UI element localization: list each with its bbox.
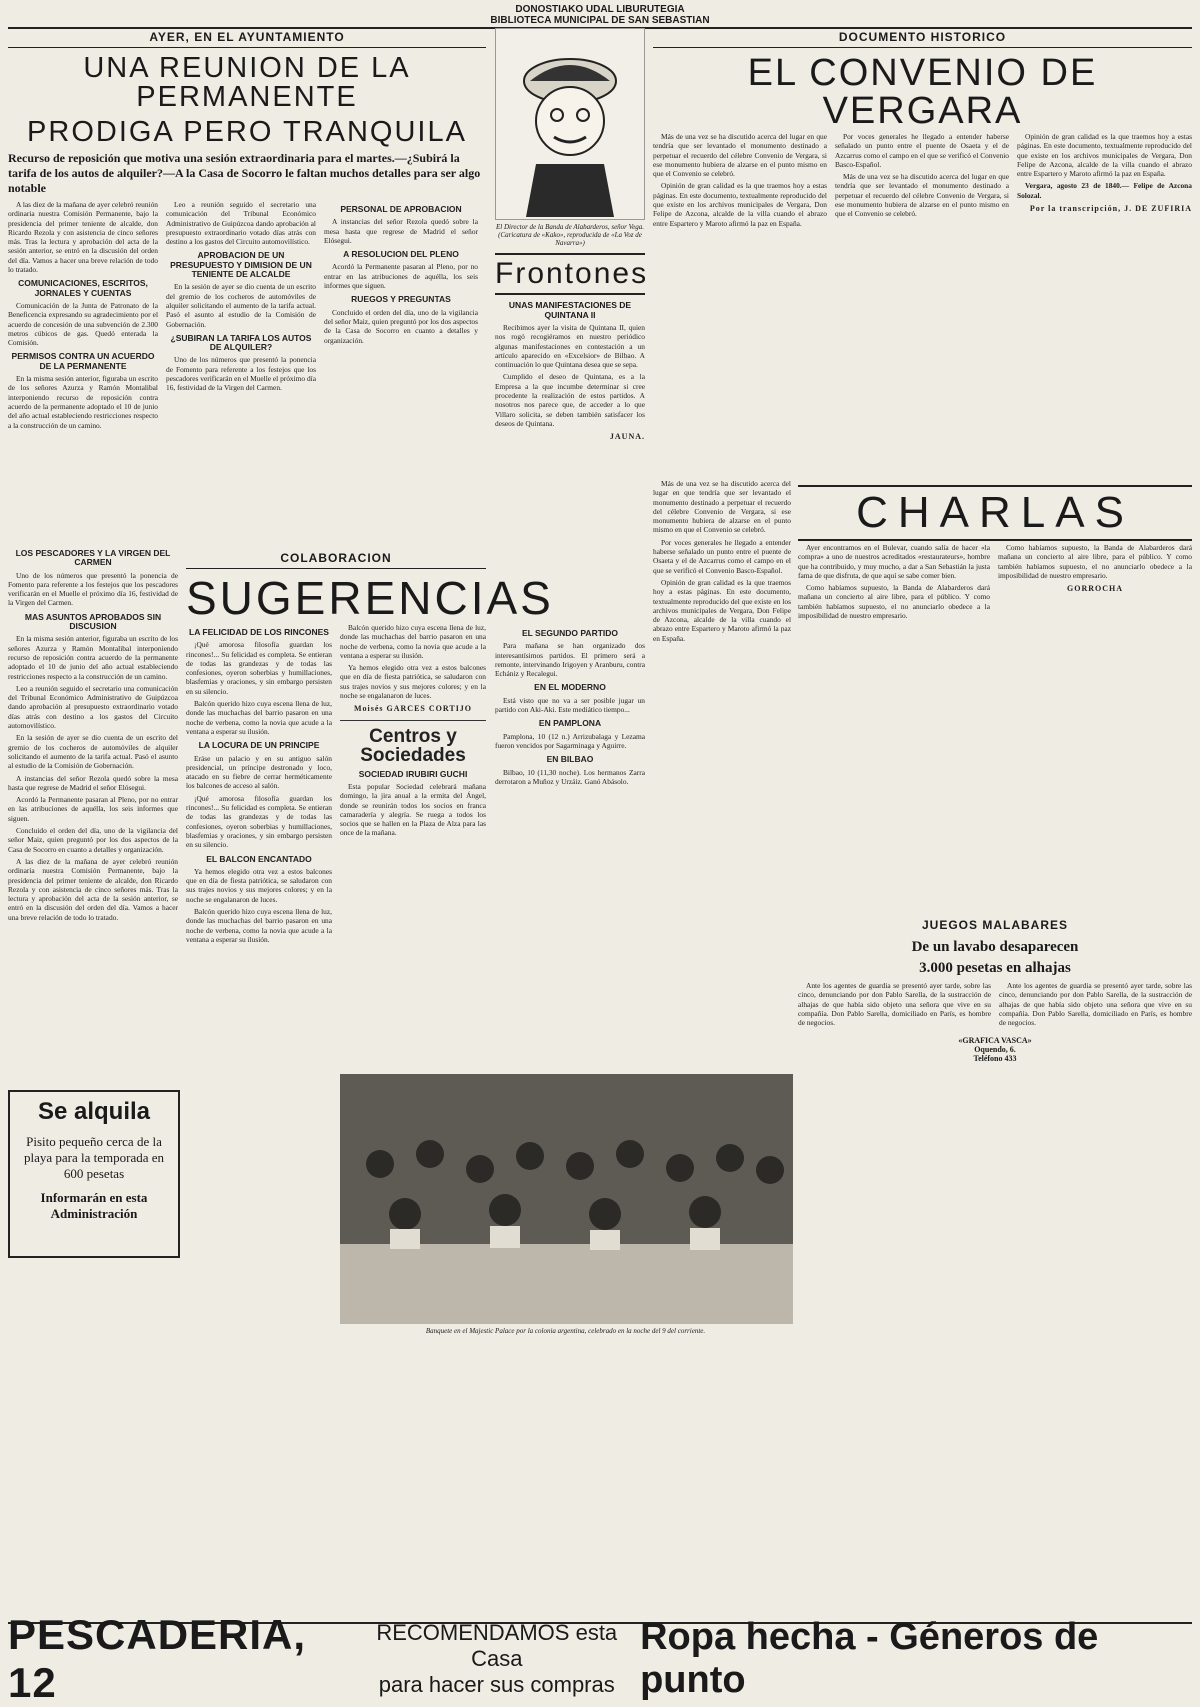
section-felicidad-rincones: LA FELICIDAD DE LOS RINCONES bbox=[189, 627, 329, 637]
society-headline: Centros y Sociedades bbox=[360, 725, 466, 766]
vergara-body-a-2: Más de una vez se ha discutido acerca del lugar en que tendría que ser levantado el monumento destinado a perpetuar el recuerdo del célebre Convenio de Vergara, si ese monumento hubiera de alzarse en el punto mismo en que el Convenio se celebró. bbox=[835, 172, 1009, 219]
ayuntamiento-body-f: Uno de los números que presentó la ponencia de Fomento para referente a los festejos que los pescadores verificarán en el Muelle el próximo día 16, festividad de la Virgen del Carmen. bbox=[166, 355, 317, 393]
sugerencias-body-d-2: Balcón querido hizo cuya escena llena de luz, donde las muchachas del barrio pasaron en una noche de verbena, como la novia que acude a la ventana a esperar su ilusión. bbox=[186, 907, 332, 944]
society-subhead: SOCIEDAD IRUBIRI GUCHI bbox=[358, 768, 468, 779]
vergara-body-b-2: Opinión de gran calidad es la que traemos hoy a estas páginas. En este documento, textualmente reproducido del que existe en los archivos municipales de Vergara, Don Felipe de Azcona, alcalde de la villa cuando el abrazo entre Espartero y Maroto afirmó la paz en España. bbox=[1017, 132, 1192, 179]
malabares-article bbox=[798, 916, 1192, 1276]
caricature-caption: El Director de la Banda de Alabarderos, señor Vega. (Caricatura de «Kako», reproducida de «La Voz de Navarra») bbox=[495, 223, 645, 247]
vergara-body-a: Más de una vez se ha discutido acerca del lugar en que tendría que ser levantado el monumento destinado a perpetuar el recuerdo del célebre Convenio de Vergara, si ese monumento hubiera de alzarse en el punto mismo en que el Convenio se celebró. bbox=[653, 132, 827, 179]
charlas-body-b: Como habíamos supuesto, la Banda de Alabarderos dará mañana un concierto al aire libre, para el público. Y como también habíamos supuesto, el no anunciarlo obedece a la imposibilidad de nuestro empresario. bbox=[998, 543, 1192, 580]
ayuntamiento-body-c: En la misma sesión anterior, figuraba un escrito de los señores Azurza y Ramón Montalibal interponiendo recurso de reposición contra acuerdo de la permanente adoptado el 10 de junio del año actual estableciendo restricciones respecto a la construcción de un camino. bbox=[8, 374, 158, 430]
section-comunicaciones: COMUNICACIONES, ESCRITOS, JORNALES Y CUENTAS bbox=[18, 278, 148, 298]
malabares-headline-2: 3.000 pesetas en alhajas bbox=[919, 960, 1071, 976]
frontones-headline: Frontones bbox=[495, 253, 645, 295]
section-segundo-partido: EL SEGUNDO PARTIDO bbox=[521, 628, 619, 638]
caricature-image bbox=[495, 28, 645, 220]
ayuntamiento-body-a: A las diez de la mañana de ayer celebró reunión ordinaria nuestra Comisión Permanente, bajo la presidencia del primer teniente de alcalde, don Ricardo Rezola y con asistencia de cinco señores más. Tras la lectura y aprobación del acta de la sesión anterior, se entró en la discusión del orden del día. Vamos a hacer una breve relación de todo lo tratado. bbox=[8, 200, 158, 275]
frontones-body-a: Recibimos ayer la visita de Quintana II, quien nos rogó recogiéramos en nuestro periódico algunas manifestaciones en contestación a un artículo aparecido en «Excelsior» de Bilbao. A continuación lo que Quintana desea que se sepa. bbox=[495, 323, 645, 370]
sugerencias-kicker: COLABORACION bbox=[186, 549, 486, 569]
bottom-ad-banner bbox=[8, 1611, 1192, 1706]
ayuntamiento-headline-1: UNA REUNION DE LA PERMANENTE bbox=[83, 52, 411, 113]
charlas-article bbox=[798, 479, 1192, 909]
banquet-caption: Banquete en el Majestic Palace por la colonia argentina, celebrado en la noche del 9 del corriente. bbox=[425, 1327, 706, 1335]
masthead bbox=[8, 4, 1192, 29]
sugerencias-byline: Moisés GARCES CORTIJO bbox=[353, 704, 473, 714]
continuation-body-g: A instancias del señor Rezola quedó sobre la mesa hasta que regrese de Madrid el señor Elósegui. bbox=[8, 773, 178, 792]
sugerencias-body-c-2: Ya hemos elegido otra vez a estos balcones que en día de fiesta patriótica, se saludaron con sus trajes novios y sus mejores colores; y en la noche se engalanaron de luces. bbox=[340, 663, 486, 701]
ad-ropa-hecha: Ropa hecha - Géneros de punto bbox=[640, 1616, 1099, 1701]
ayuntamiento-body-e: En la sesión de ayer se dio cuenta de un escrito del gremio de los cocheros de automóviles de alquiler solicitando el aumento de la tarifa actual. Pasó el asunto al estudio de la Comisión de Gobernación. bbox=[166, 282, 316, 329]
frontones-subhead: UNAS MANIFESTACIONES DE QUINTANA II bbox=[508, 300, 632, 320]
section-pamplona: EN PAMPLONA bbox=[538, 718, 602, 729]
charlas-headline: CHARLAS bbox=[798, 485, 1192, 541]
malabares-body: Ante los agentes de guardia se presentó ayer tarde, sobre las cinco, denunciando por don Pablo Sarella, de la sustracción de alhajas de que había sido objeto una señora que vive en su compañía. Don Pablo Sarella, domiciliado en París, es hombre de negocios. bbox=[798, 981, 991, 1028]
vergara-kicker: DOCUMENTO HISTORICO bbox=[653, 28, 1192, 48]
malabares-kicker: JUEGOS MALABARES bbox=[921, 918, 1068, 932]
section-pescadores: LOS PESCADORES Y LA VIRGEN DEL CARMEN bbox=[15, 548, 171, 568]
section-ruegos: RUEGOS Y PREGUNTAS bbox=[351, 294, 451, 305]
vergara-cont-body-c: Por voces generales he llegado a entender haberse señalado un punto entre el puente de Osaeta y el de Azcarrus como el campo en el que se verificó el Convenio Basco-Español. bbox=[653, 537, 791, 575]
banquet-photo bbox=[340, 1074, 793, 1324]
continuation-body-f: Uno de los números que presentó la ponencia de Fomento para referente a los festejos que los pescadores verificarán en el Muelle el próximo día 16, festividad de la Virgen del Carmen. bbox=[8, 570, 178, 608]
ad-alquila-text2: Informarán en esta Administración bbox=[40, 1190, 148, 1221]
sugerencias-body-d-3: Balcón querido hizo cuya escena llena de luz, donde las muchachas del barrio pasaron en una noche de verbena, como la novia que acude a la ventana a esperar su ilusión. bbox=[340, 623, 486, 660]
ad-alquila-text1: Pisito pequeño cerca de la playa para la temporada en 600 pesetas bbox=[23, 1134, 165, 1181]
credit-grafica-vasca: «GRAFICA VASCA» bbox=[958, 1036, 1032, 1046]
ad-se-alquila bbox=[8, 1090, 180, 1258]
frontones-body-b: Cumplido el deseo de Quintana, es a la Empresa a la que incumbe determinar si cree procedente la realización de estos partidos. A nosotros nos parece que, de acceder a lo que Villaro solicita, se deben también satisfacer los deseos de Quintana. bbox=[495, 372, 645, 428]
continuation-body-h: Acordó la Permanente pasaran al Pleno, por no entrar en las atribuciones de aquélla, los seis informes que siguen. bbox=[8, 795, 178, 823]
continuation-body-c: En la misma sesión anterior, figuraba un escrito de los señores Azurza y Ramón Montalibal interponiendo recurso de reposición contra acuerdo de la permanente adoptado el 10 de junio del año actual estableciendo restricciones respecto a la construcción de un camino. bbox=[8, 634, 178, 681]
continuation-body-i: Concluido el orden del día, uno de la vigilancia del señor Maiz, quien preguntó por los dos aspectos de la Casa de Socorro en cuanto a detalles y organización. bbox=[8, 826, 178, 854]
charlas-body-b-2: Como habíamos supuesto, la Banda de Alabarderos dará mañana un concierto al aire libre, para el público. Y como también habíamos supuesto, el no anunciarlo obedece a la imposibilidad de nuestro empresario. bbox=[798, 583, 990, 621]
caricature-drawing bbox=[496, 29, 644, 217]
ad-pescaderia: PESCADERIA, 12 bbox=[8, 1611, 307, 1706]
ayuntamiento-body-g: A instancias del señor Rezola quedó sobre la mesa hasta que regrese de Madrid el señor Elósegui. bbox=[324, 217, 478, 245]
vergara-signoff: Vergara, agosto 23 de 1840.— Felipe de Azcona Solozal. bbox=[1017, 181, 1192, 200]
ad-compras: para hacer sus compras bbox=[378, 1672, 615, 1697]
ayuntamiento-article bbox=[8, 28, 486, 538]
vergara-cont-body-a: Más de una vez se ha discutido acerca del lugar en que tendría que ser levantado el monumento destinado a perpetuar el recuerdo del célebre Convenio de Vergara, si ese monumento hubiera de alzarse en el punto mismo en que el Convenio se celebró. bbox=[653, 479, 791, 535]
section-permisos: PERMISOS CONTRA UN ACUERDO DE LA PERMANENTE bbox=[11, 351, 155, 371]
ad-alquila-big: Se alquila bbox=[37, 1098, 151, 1125]
banquet-photo-block bbox=[338, 1074, 793, 1614]
sugerencias-body-d: Balcón querido hizo cuya escena llena de luz, donde las muchachas del barrio pasaron en una noche de verbena, como la novia que acude a la ventana a esperar su ilusión. bbox=[186, 699, 332, 736]
section-aprobacion: APROBACION DE UN PRESUPUESTO Y DIMISION DE UN TENIENTE DE ALCALDE bbox=[170, 250, 312, 280]
vergara-headline: EL CONVENIO DE VERGARA bbox=[747, 52, 1098, 132]
ayuntamiento-kicker: AYER, EN EL AYUNTAMIENTO bbox=[8, 28, 486, 48]
vergara-body-b: Opinión de gran calidad es la que traemos hoy a estas páginas. En este documento, textualmente reproducido del que existe en los archivos municipales de Vergara, Don Felipe de Azcona, alcalde de la villa cuando el abrazo entre Espartero y Maroto afirmó la paz en España. bbox=[653, 181, 827, 228]
credit-address: Oquendo, 6. bbox=[974, 1045, 1016, 1055]
ayuntamiento-body-i: Concluido el orden del día, uno de la vigilancia del señor Maiz, quien preguntó por los dos aspectos de la Casa de Socorro en cuanto a detalles y organización. bbox=[324, 307, 478, 345]
section-pleno: A RESOLUCION DEL PLENO bbox=[343, 249, 459, 260]
section-moderno: EN EL MODERNO bbox=[534, 682, 606, 693]
malabares-headline-1: De un lavabo desaparecen bbox=[911, 939, 1079, 955]
section-tarifa-autos: ¿SUBIRAN LA TARIFA LOS AUTOS DE ALQUILER? bbox=[170, 332, 312, 353]
sugerencias-body-b: Eráse un palacio y en su antiguo salón presidencial, un príncipe destronado y loco, atacado en su fiebre de cerrar herméticamente los balcones de acceso al salón. bbox=[186, 753, 332, 791]
ayuntamiento-headline-2: PRODIGA PERO TRANQUILA bbox=[27, 116, 467, 148]
vergara-cont-body-b: Opinión de gran calidad es la que traemos hoy a estas páginas. En este documento, textualmente reproducido del que existe en los archivos municipales de Vergara, Don Felipe de Azcona, alcalde de la villa cuando el abrazo entre Espartero y Maroto afirmó la paz en España. bbox=[653, 577, 791, 643]
credit-phone: Teléfono 433 bbox=[973, 1054, 1017, 1064]
frontones-body-f: Bilbao, 10 (11,30 noche). Los hermanos Zarra derrotaron a Muñoz y Urzáiz. Ganó Abásolo. bbox=[495, 767, 645, 786]
charlas-body-a: Ayer encontramos en el Bulevar, cuando salía de hacer «la compra» a uno de nuestros acreditados «restaurateurs», hombre que ha contribuido, y muy mucho, a dar a San Sebastián la justa fama de que disfruta, de que aquí se sabe comer bien. bbox=[798, 543, 990, 580]
ayuntamiento-body-d: Leo a reunión seguido el secretario una comunicación del Tribunal Económico Administrativo de Guipúzcoa dando aprobación al presupuesto extraordinario votado días atrás con destino a los gastos del Circuito automovilístico. bbox=[166, 200, 316, 247]
ayuntamiento-body-h: Acordó la Permanente pasaran al Pleno, por no entrar en las atribuciones de aquélla, los seis informes que siguen. bbox=[324, 262, 478, 291]
masthead-line2: BIBLIOTECA MUNICIPAL DE SAN SEBASTIAN bbox=[490, 15, 710, 26]
frontones-continuation bbox=[495, 624, 645, 1064]
section-bilbao: EN BILBAO bbox=[546, 754, 594, 765]
banquet-photo-drawing bbox=[340, 1074, 793, 1324]
sugerencias-body-a: ¡Qué amorosa filosofía guardan los rincones!... Su felicidad es completa. Se entieran de todas las grandezas y de todas las confesiones, oyeron soberbias y humillaciones, blasfemias y oraciones, y sin embargo persisten en su silencio. bbox=[186, 640, 332, 696]
sugerencias-body-a-2: ¡Qué amorosa filosofía guardan los rincones!... Su felicidad es completa. Se entieran de todas las grandezas y de todas las confesiones, oyeron soberbias y humillaciones, blasfemias y oraciones, y sin embargo persisten en su silencio. bbox=[186, 793, 332, 850]
ayuntamiento-body-b: Comunicación de la Junta de Patronato de la Beneficencia expresando su agradecimiento por el acuerdo de concesión de una subvención de 2.300 metros cúbicos de gas. Quedó enterada la Comisión. bbox=[8, 300, 158, 348]
vergara-byline: Por la transcripción, J. DE ZUFIRIA bbox=[1029, 204, 1192, 214]
continuation-body-a: A las diez de la mañana de ayer celebró reunión ordinaria nuestra Comisión Permanente, bajo la presidencia del primer teniente de alcalde, don Ricardo Rezola y con asistencia de cinco señores más. Tras la lectura y aprobación del acta de la sesión anterior, se entró en la discusión del orden del día. Vamos a hacer una breve relación de todo lo tratado. bbox=[8, 856, 178, 922]
ayuntamiento-subhead: Recurso de reposición que motiva una sesión extraordinaria para el martes.—¿Subirá la tarifa de los autos de alquiler?—A la Casa de Socorro le faltan muchos detalles para ser algo notable bbox=[8, 151, 481, 195]
frontones-body-e: Pamplona, 10 (12 n.) Arrizubalaga y Lezama fueron vencidos por Sagarminaga y Aguirre. bbox=[495, 731, 645, 750]
section-balcon-encantado: EL BALCON ENCANTADO bbox=[206, 853, 312, 864]
frontones-body-c: Para mañana se han organizado dos interesantísimos partidos. El primero será a remonte, intervinando Irigoyen y Aranburu, contra Echániz y Recalegui. bbox=[495, 641, 645, 679]
ayuntamiento-continuation bbox=[8, 544, 178, 1079]
charlas-byline: GORROCHA bbox=[1067, 584, 1123, 594]
section-personal: PERSONAL DE APROBACION bbox=[340, 204, 462, 214]
sugerencias-headline: SUGERENCIAS bbox=[186, 572, 554, 624]
continuation-body-d: Leo a reunión seguido el secretario una comunicación del Tribunal Económico Administrativo de Guipúzcoa dando aprobación al presupuesto extraordinario votado días atrás con destino a los gastos del Circuito automovilístico. bbox=[8, 683, 178, 731]
malabares-body-2: Ante los agentes de guardia se presentó ayer tarde, sobre las cinco, denunciando por don Pablo Sarella, de la sustracción de alhajas de que había sido objeto una señora que vive en su compañía. Don Pablo Sarella, domiciliado en París, es hombre de negocios. bbox=[999, 981, 1192, 1028]
masthead-line1: DONOSTIAKO UDAL LIBURUTEGIA bbox=[515, 4, 685, 15]
ad-recomendamos: RECOMENDAMOS esta Casa bbox=[376, 1620, 618, 1671]
sugerencias-body-c: Ya hemos elegido otra vez a estos balcones que en día de fiesta patriótica, se saludaron con sus trajes novios y sus mejores colores; y en la noche se engalanaron de luces. bbox=[186, 866, 332, 904]
continuation-body-e: En la sesión de ayer se dio cuenta de un escrito del gremio de los cocheros de automóviles de alquiler solicitando el aumento de la tarifa actual. Pasó el asunto al estudio de la Comisión de Gobernación. bbox=[8, 733, 178, 771]
vergara-article bbox=[653, 28, 1192, 473]
frontones-column bbox=[495, 28, 649, 618]
newspaper-page bbox=[8, 4, 1192, 1706]
vergara-body-c: Por voces generales he llegado a entender haberse señalado un punto entre el puente de Osaeta y el de Azcarrus como el campo en el que se verificó el Convenio Basco-Español. bbox=[835, 132, 1009, 169]
section-locura-principe: LA LOCURA DE UN PRINCIPE bbox=[198, 740, 320, 751]
frontones-body-d: Está visto que no va a ser posible jugar un partido con Aki-Aki. Este mediático tiempo... bbox=[495, 695, 645, 715]
society-body: Esta popular Sociedad celebrará mañana domingo, la jira anual a la ermita del Ángel, donde se reunirán todos los socios en franca camaradería y alegría. Se ruega a todos los socios que se hallen en la Plaza de Alza para las once de la mañana. bbox=[340, 781, 486, 838]
frontones-byline: JAUNA. bbox=[609, 432, 645, 442]
section-mas-asuntos: MAS ASUNTOS APROBADOS SIN DISCUSION bbox=[24, 611, 162, 632]
